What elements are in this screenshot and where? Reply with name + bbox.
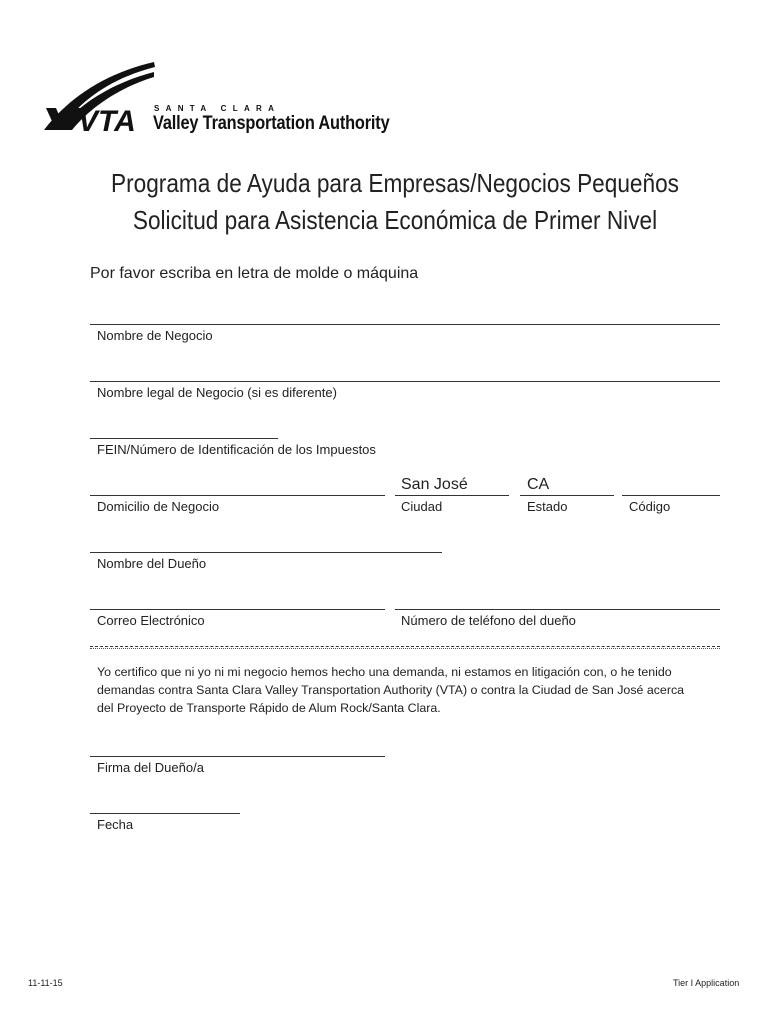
state-label: Estado [527, 499, 568, 514]
email-field[interactable] [90, 609, 385, 610]
address-field[interactable] [90, 495, 385, 496]
state-field[interactable] [520, 495, 614, 496]
zip-label: Código [629, 499, 671, 514]
logo-authority-name: Valley Transportation Authority [153, 113, 390, 134]
legal-name-label: Nombre legal de Negocio (si es diferente) [97, 385, 337, 400]
city-label: Ciudad [401, 499, 443, 514]
address-label: Domicilio de Negocio [97, 499, 220, 514]
owner-name-label: Nombre del Dueño [97, 556, 207, 571]
vta-swoosh-icon [42, 60, 162, 140]
state-value[interactable]: CA [527, 476, 550, 493]
footer-date: 11-11-15 [28, 978, 63, 988]
date-label: Fecha [97, 817, 134, 832]
signature-label: Firma del Dueño/a [97, 760, 204, 775]
certification-statement: Yo certifico que ni yo ni mi negocio hemos hecho una demanda, ni estamos en litigación con, o he tenido demandas contra Santa Clara Valley Transportation Authority (VTA) o contra la Ciudad de San José acerca del Proyecto de Transporte Rápido de Alum Rock/Santa Clara. [97, 665, 685, 715]
instructions: Por favor escriba en letra de molde o máquina [90, 265, 419, 282]
section-divider-dots [90, 648, 720, 649]
zip-field[interactable] [622, 495, 720, 496]
logo-santa-clara: SANTA CLARA [154, 104, 281, 113]
vta-mark: VTA [78, 105, 136, 138]
business-name-field[interactable] [90, 324, 720, 325]
business-name-label: Nombre de Negocio [97, 328, 213, 343]
section-divider [90, 646, 720, 647]
city-field[interactable] [395, 495, 509, 496]
date-field[interactable] [90, 813, 240, 814]
signature-field[interactable] [90, 756, 385, 757]
legal-name-field[interactable] [90, 381, 720, 382]
owner-name-field[interactable] [90, 552, 442, 553]
email-label: Correo Electrónico [97, 613, 205, 628]
footer-doc-name: Tier I Application [673, 978, 740, 988]
city-value[interactable]: San José [401, 476, 468, 493]
phone-label: Número de teléfono del dueño [401, 613, 576, 628]
form-title-line1: Programa de Ayuda para Empresas/Negocios Pequeños [111, 168, 679, 198]
fein-label: FEIN/Número de Identificación de los Impuestos [97, 442, 376, 457]
form-title-line2: Solicitud para Asistencia Económica de Primer Nivel [132, 205, 658, 235]
phone-field[interactable] [395, 609, 720, 610]
fein-field[interactable] [90, 438, 278, 439]
vta-logo [42, 60, 390, 140]
